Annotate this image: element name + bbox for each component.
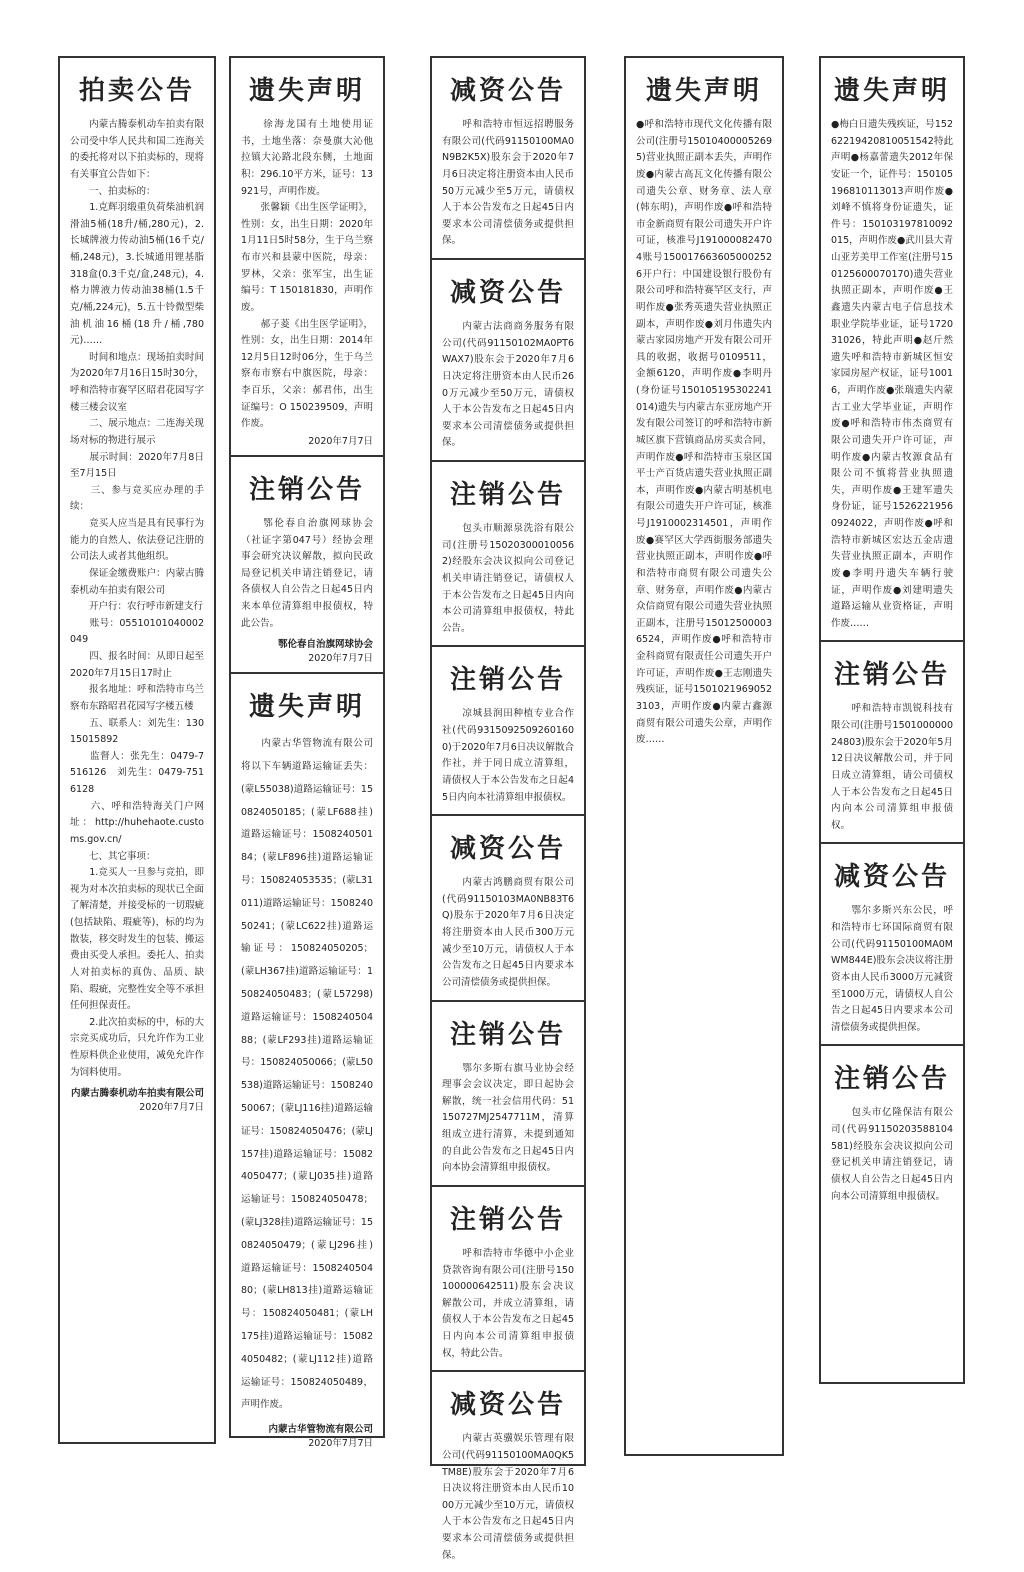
notice-body: 鄂尔多斯右旗马业协会经理事会会议决定，即日起协会解散，统一社会信用代码：51150727MJ2547711M，清算组成立进行清算，未提到通知的自此公告发布之日起45日内向本协会清算组申报债权。	[442, 1062, 574, 1174]
notice-body: 鄂伦春自治旗网球协会（社证字第047号）经协会理事会研究决议解散，拟向民政局登记机关申请注销登记，请各债权人自公告之日起45日内来本单位清算组申报债权，特此公告。	[241, 517, 373, 629]
notice-body: 内蒙古腾泰机动车拍卖有限公司受中华人民共和国二连海关的委托将对以下拍卖标的，现将有关事宜公告如下： 一、拍卖标的： 1.克辉羽缎重负荷柴油机润滑油5桶(18升/桶,280元)，2.长城牌液力传动油5桶(16千克/桶,248元)，3.长城通用锂基脂318盒(0.3千克/盒,248元)，4.格力牌液力传动油38桶(1.5千克/桶,224元)，5.五十铃微型柴油机油16桶(18升/桶,780元)…… 时间和地点：现场拍卖时间为2020年7月16日15时30分，呼和浩特市赛罕区昭君花园写字楼三楼会议室 二、展示地点：二连海关现场对标的物进行展示 展示时间：2020年7月8日至7月15日 三、参与竞买应办理的手续： 竞买人应当是具有民事行为能力的自然人、依法登记注册的公司法人或者其他组织。 保证金缴费账户：内蒙古腾泰机动车拍卖有限公司 开户行：农行呼市新建支行 账号：05510101040002049 四、报名时间：从即日起至2020年7月15日17时止 报名地址：呼和浩特市乌兰察布东路昭君花园写字楼五楼 五、联系人：刘先生：13015015892 监督人：张先生：0479-7516126 刘先生：0479-7516128 六、呼和浩特海关门户网址：http://huhehaote.customs.gov.cn/ 七、其它事项： 1.竞买人一旦参与竞拍，即视为对本次拍卖标的现状已全面了解清楚，并接受标的一切瑕疵(包括缺陷、瑕疵等)，标的均为散装，移交时发生的包装、搬运费由买受人承担。委托人、拍卖人对拍卖标的真伪、品质、缺陷、瑕疵，完整性安全等不承担任何担保责任。 2.此次拍卖标的中，标的大宗竞买成功后，只允许作为工业性原料供企业使用，减免允许作为饲料使用。	[70, 119, 204, 1078]
notice-title: 注销公告	[449, 1019, 566, 1050]
notice-column-4	[624, 56, 784, 1456]
notice-signature: 内蒙古腾泰机动车拍卖有限公司	[70, 1088, 204, 1100]
notice-column-5	[819, 56, 965, 1384]
notice-body: 鄂尔多斯兴东公民，呼和浩特市七环国际商贸有限公司(代码91150100MA0MWM844E)股东会决议将注册资本由人民币3000万元减资至1000万元，请债权人自公告之日起45日内要求本公司清偿债务或提供担保。	[831, 905, 953, 1033]
notice-block	[432, 1370, 584, 1572]
notice-block	[821, 842, 963, 1044]
notice-body: 内蒙古法商商务服务有限公司(代码91150102MA0PT6WAX7)股东会于2020年7月6日决定将注册资本由人民币260万元减少至50万元，请债权人于本公告发布之日起45日内要求本公司清偿债务或提供担保。	[442, 321, 574, 449]
notice-title: 减资公告	[449, 278, 566, 308]
notice-block	[432, 814, 584, 999]
notice-date: 2020年7月7日	[308, 653, 373, 665]
notice-block	[432, 258, 584, 460]
notice-body: 凉城县润田种植专业合作社(代码93150925092601600)于2020年7月6日决议解散合作社，并于同日成立清算组，请债权人于本公告发布之日起45日内向本社清算组申报债权。	[442, 708, 574, 803]
notice-column-3	[430, 56, 586, 1561]
notice-title: 注销公告	[449, 480, 566, 510]
notice-block	[821, 640, 963, 842]
notice-title: 注销公告	[248, 474, 365, 505]
notice-signature: 鄂伦春自治旗网球协会	[277, 639, 373, 651]
notice-body: 呼和浩特市恒远招聘服务有限公司(代码91150100MA0N9B2K5X)股东会于2020年7月6日决定将注册资本由人民币50万元减少至5万元，请债权人于本公告发布之日起45日内要求本公司清偿债务或提供担保。	[442, 119, 574, 247]
notice-block	[626, 58, 782, 757]
notice-title: 注销公告	[833, 660, 950, 691]
notice-body: 内蒙古鸿鹏商贸有限公司(代码91150103MA0NB83T6Q)股东于2020年7月6日决定将注册资本由人民币300万元减少至10万元，请债权人于本公告发布之日起45日内要求本公司清偿债务或提供担保。	[442, 877, 574, 988]
notice-block	[60, 58, 214, 1121]
notice-block	[432, 58, 584, 258]
notice-block	[821, 1044, 963, 1213]
notice-title: 减资公告	[833, 862, 950, 893]
notice-column-2	[229, 56, 385, 1450]
notice-date: 2020年7月7日	[139, 1102, 204, 1114]
notice-signature: 内蒙古华管物流有限公司	[268, 1424, 373, 1436]
notice-block	[432, 645, 584, 814]
notice-body: ●呼和浩特市现代文化传播有限公司(注册号150104000052695)营业执照正副本丢失，声明作废●内蒙古高瓦文化传播有限公司遗失公章、财务章、法人章(韩东明)，声明作废●呼和浩特市金新商贸有限公司遗失开户许可证，核准号J1910000824704账号1500176636050002526开户行：中国建设银行股份有限公司呼和浩特赛罕区支行，声明作废●张秀英遗失营业执照正副本，声明作废●刘月伟遗失内蒙古家园房地产开发有限公司开具的收据，收据号0109511，金额6120，声明作废●李明丹(身份证号150105195302241014)遗失与内蒙古东亚房地产开发有限公司签订的呼和浩特市新城区旗下营镇商品房买卖合同，声明作废●呼和浩特市玉泉区国平士产百货店遗失营业执照正副本，声明作废●内蒙古明基机电有限公司遗失开户许可证，核准号J1910002314501，声明作废●赛罕区大学西街服务部遗失营业执照正副本，声明作废●呼和浩特市商贸有限公司遗失公章、财务章，声明作废●内蒙古众信商贸有限公司遗失营业执照正副本，注册号150125000036524，声明作废●呼和浩特市金科商贸有限责任公司遗失开户许可证，声明作废●王志刚遗失残疾证，证号15010219690523103，声明作废●内蒙古鑫源商贸有限公司遗失公章，声明作废……	[636, 119, 772, 746]
notice-title: 注销公告	[833, 1064, 950, 1095]
notice-title: 遗失声明	[645, 76, 762, 106]
notice-body: 内蒙古英骥娱乐管理有限公司(代码91150100MA0QK5TM8E)股东会于2020年7月6日决议将注册资本由人民币1000万元减少至10万元，请债权人于本公告发布之日起45日内要求本公司清偿债务或提供担保。	[442, 1433, 574, 1561]
notice-date: 2020年7月7日	[308, 435, 373, 447]
notice-title: 注销公告	[449, 665, 566, 696]
notice-block	[231, 455, 383, 672]
notice-body: 内蒙古华管物流有限公司将以下车辆道路运输证丢失：(蒙L55038)道路运输证号：150824050185；(蒙LF688挂)道路运输证号：150824050184；(蒙LF896挂)道路运输证号：150824053535；(蒙L31011)道路运输证号：150824050241；(蒙LC622挂)道路运输证号：150824050205；(蒙LH367挂)道路运输证号：150824050483；(蒙L57298)道路运输证号：150824050488；(蒙LF293挂)道路运输证号：150824050066；(蒙L50538)道路运输证号：150824050067；(蒙LJ116挂)道路运输证号：150824050476；(蒙LJ157挂)道路运输证号：150824050477；(蒙LJ035挂)道路运输证号：150824050478；(蒙LJ328挂)道路运输证号：150824050479；(蒙LJ296挂)道路运输证号：150824050480；(蒙LH813挂)道路运输证号：150824050481；(蒙LH175挂)道路运输证号：150824050482；(蒙LJ112挂)道路运输证号：150824050489，声明作废。	[241, 738, 373, 1411]
notice-block	[432, 460, 584, 645]
notice-block	[432, 1185, 584, 1370]
notice-title: 拍卖公告	[78, 76, 195, 106]
notice-body: 徐海龙国有土地使用证书，土地坐落：奈曼旗大沁他拉镇大沁路北段东侧，土地面积：296.10平方米，证号：13921号，声明作废。 张馨颖《出生医学证明》，性别：女，出生日期：2020年1月11日5时58分，生于乌兰察布市兴和县蒙中医院，母亲：罗林，父亲：张军宝，出生证编号：T 150181830，声明作废。 郝子菱《出生医学证明》，性别：女，出生日期：2014年12月5日12时06分，生于乌兰察布市察右中旗医院，母亲：李百乐，父亲：郝君伟，出生证编号：O 150239509，声明作废。	[241, 119, 373, 430]
notice-title: 遗失声明	[833, 76, 950, 106]
notice-column-1	[58, 56, 216, 1444]
notice-block	[231, 58, 383, 455]
notice-block	[821, 58, 963, 640]
notice-body: 呼和浩特市华德中小企业贷款咨询有限公司(注册号150100000642511)股东会决议解散公司，并成立清算组，请债权人于本公告发布之日起45日内向本公司清算组申报债权，特此公告。	[442, 1247, 574, 1359]
notice-date: 2020年7月7日	[308, 1438, 373, 1450]
notice-title: 注销公告	[449, 1204, 566, 1235]
notice-block	[432, 1000, 584, 1185]
notice-body: 包头市亿隆保洁有限公司(代码91150203588104581)经股东会决议拟向公司登记机关申请注销登记，请债权人自公告之日起45日内向本公司清算组申报债权。	[831, 1107, 953, 1202]
notice-title: 减资公告	[449, 1390, 566, 1421]
notice-title: 减资公告	[449, 76, 566, 106]
notice-body: ●梅白日遗失残疾证，号15262219420810051542特此声明●杨嘉蕾遗失2012年保安证一个，证件号：150105196810113013声明作废●刘峰不慎将身份证遗失，证件号：150103197810092015，声明作废●武川县大青山亚芳美甲工作室(注册号150125600070170)遗失营业执照正副本，声明作废●王鑫遗失内蒙古电子信息技术职业学院毕业证，证号172031026，特此声明●赵斤然遗失呼和浩特市新城区恒安家园房屋产权证，证号10016，声明作废●张瑞遗失内蒙古工业大学毕业证，声明作废●呼和浩特市伟杰商贸有限公司遗失开户许可证，声明作废●内蒙古牧源食品有限公司不慎将营业执照遗失，声明作废●王建军遗失身份证，证号15262219560924022，声明作废●呼和浩特市新城区宏达五金店遗失营业执照正副本，声明作废●李明丹遗失车辆行驶证，声明作废●刘建明遗失道路运输从业资格证，声明作废……	[831, 119, 953, 629]
notice-body: 包头市顺源泉洗浴有限公司(注册号150203000100562)经股东会决议拟向公司登记机关申请注销登记，请债权人于本公告发布之日起45日内向本公司清算组申报债权，特此公告。	[442, 523, 574, 634]
notice-body: 呼和浩特市凯锐科技有限公司(注册号150100000024803)股东会于2020年5月12日决议解散公司，并于同日成立清算组，请公司债权人于本公告发布之日起45日内向本公司清算组申报债权。	[831, 703, 953, 831]
notice-title: 遗失声明	[248, 76, 365, 106]
notice-block	[231, 672, 383, 1457]
notice-title: 减资公告	[449, 834, 566, 865]
notice-title: 遗失声明	[248, 692, 365, 723]
